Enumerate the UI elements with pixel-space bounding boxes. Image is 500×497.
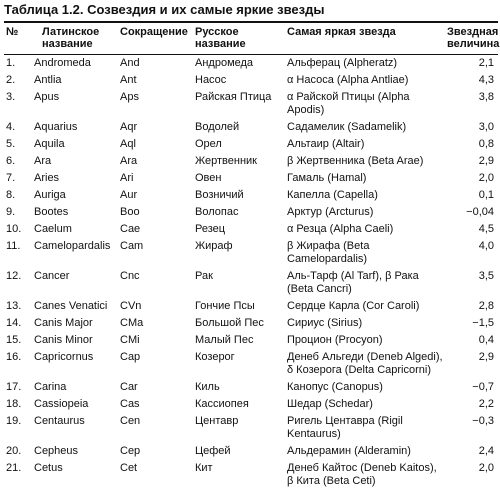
table-row <box>4 221 498 238</box>
table-row <box>4 460 498 490</box>
cell-number: 20. <box>6 445 22 457</box>
cell-brightest-star: Гамаль (Hamal) <box>287 172 367 184</box>
cell-number: 15. <box>6 334 22 346</box>
cell-magnitude: 4,0 <box>478 240 494 252</box>
cell-latin-name: Carina <box>34 381 67 393</box>
cell-abbreviation: CMi <box>120 334 140 346</box>
cell-number: 6. <box>6 155 16 167</box>
cell-brightest-star: Сириус (Sirius) <box>287 317 363 329</box>
cell-number: 21. <box>6 462 22 474</box>
cell-number: 1. <box>6 57 16 69</box>
cell-number: 8. <box>6 189 16 201</box>
cell-magnitude: 2,4 <box>478 445 494 457</box>
cell-russian-name: Кит <box>195 462 213 474</box>
header-russian-name <box>193 23 285 54</box>
cell-russian-name: Жираф <box>195 240 233 252</box>
cell-latin-name: Ara <box>34 155 52 167</box>
cell-brightest-star: Альдерамин (Alderamin) <box>287 445 411 457</box>
cell-magnitude: −1,5 <box>472 317 494 329</box>
cell-magnitude: 4,3 <box>478 74 494 86</box>
cell-latin-name: Andromeda <box>34 57 91 69</box>
cell-number: 12. <box>6 270 22 282</box>
cell-number: 3. <box>6 91 16 103</box>
cell-brightest-star: Садамелик (Sadamelik) <box>287 121 407 133</box>
cell-number: 14. <box>6 317 22 329</box>
cell-brightest-star: Процион (Procyon) <box>287 334 383 346</box>
cell-abbreviation: Ara <box>120 155 138 167</box>
header-brightest-star <box>285 23 445 54</box>
cell-magnitude: 0,1 <box>478 189 494 201</box>
cell-abbreviation: Car <box>120 381 138 393</box>
table-row <box>4 72 498 89</box>
cell-russian-name: Резец <box>195 223 226 235</box>
cell-number: 4. <box>6 121 16 133</box>
cell-brightest-star: Денеб Альгеди (Deneb Algedi), δ Козерога (Delta Capricorni) <box>287 351 443 376</box>
cell-brightest-star: Альферац (Alpheratz) <box>287 57 398 69</box>
cell-abbreviation: And <box>120 57 140 69</box>
table-row <box>4 136 498 153</box>
cell-latin-name: Cancer <box>34 270 70 282</box>
cell-magnitude: 2,0 <box>478 462 494 474</box>
cell-number: 18. <box>6 398 22 410</box>
cell-abbreviation: Cas <box>120 398 140 410</box>
cell-number: 17. <box>6 381 22 393</box>
cell-latin-name: Aries <box>34 172 60 184</box>
table-row <box>4 204 498 221</box>
cell-latin-name: Apus <box>34 91 60 103</box>
cell-abbreviation: Boo <box>120 206 140 218</box>
header-number <box>4 23 32 54</box>
cell-russian-name: Центавр <box>195 415 239 427</box>
cell-russian-name: Райская Птица <box>195 91 272 103</box>
table-row <box>4 396 498 413</box>
header-magnitude <box>445 23 498 54</box>
cell-brightest-star: Денеб Кайтос (Deneb Kaitos), β Кита (Beta Ceti) <box>287 462 437 487</box>
cell-russian-name: Возничий <box>195 189 244 201</box>
cell-abbreviation: CMa <box>120 317 144 329</box>
cell-russian-name: Волопас <box>195 206 239 218</box>
cell-brightest-star: β Жирафа (Beta Camelopardalis) <box>287 240 370 265</box>
table-row <box>4 238 498 268</box>
table-row <box>4 170 498 187</box>
header-latin-name <box>32 23 118 54</box>
header-abbreviation <box>118 23 193 54</box>
cell-abbreviation: Cep <box>120 445 141 457</box>
header-brightest-star-text: Самая яркая звезда <box>287 26 396 38</box>
table-row <box>4 349 498 379</box>
cell-brightest-star: Капелла (Capella) <box>287 189 378 201</box>
cell-magnitude: 2,8 <box>478 300 494 312</box>
header-magnitude-line2: величина <box>447 38 500 50</box>
constellations-table <box>4 23 498 490</box>
table-row <box>4 413 498 443</box>
cell-magnitude: 2,0 <box>478 172 494 184</box>
cell-number: 9. <box>6 206 16 218</box>
cell-magnitude: 2,1 <box>478 57 494 69</box>
table-row <box>4 119 498 136</box>
cell-latin-name: Capricornus <box>34 351 94 363</box>
cell-brightest-star: Арктур (Arcturus) <box>287 206 374 218</box>
cell-brightest-star: Альтаир (Altair) <box>287 138 365 150</box>
cell-brightest-star: Шедар (Schedar) <box>287 398 373 410</box>
cell-russian-name: Жертвенник <box>195 155 257 167</box>
header-abbreviation-text: Сокращение <box>120 26 188 38</box>
cell-latin-name: Aquila <box>34 138 65 150</box>
cell-number: 16. <box>6 351 22 363</box>
table-title: Таблица 1.2. Созвездия и их самые яркие звезды <box>4 2 325 17</box>
cell-abbreviation: Aql <box>120 138 136 150</box>
table-row <box>4 55 498 72</box>
cell-russian-name: Насос <box>195 74 227 86</box>
cell-abbreviation: Cet <box>120 462 138 474</box>
cell-russian-name: Орел <box>195 138 222 150</box>
table-row <box>4 153 498 170</box>
cell-abbreviation: Ant <box>120 74 137 86</box>
cell-number: 11. <box>6 240 21 252</box>
cell-latin-name: Auriga <box>34 189 66 201</box>
table-body <box>4 55 498 490</box>
cell-latin-name: Cepheus <box>34 445 79 457</box>
cell-russian-name: Гончие Псы <box>195 300 255 312</box>
cell-brightest-star: Сердце Карла (Cor Caroli) <box>287 300 420 312</box>
cell-brightest-star: Аль-Тарф (Al Tarf), β Рака (Beta Cancri) <box>287 270 419 295</box>
table-header <box>4 23 498 55</box>
cell-russian-name: Овен <box>195 172 222 184</box>
cell-magnitude: 0,8 <box>478 138 494 150</box>
cell-russian-name: Киль <box>195 381 220 393</box>
cell-number: 10. <box>6 223 22 235</box>
table-row <box>4 268 498 298</box>
cell-russian-name: Андромеда <box>195 57 254 69</box>
cell-brightest-star: Канопус (Canopus) <box>287 381 383 393</box>
cell-magnitude: 3,0 <box>478 121 494 133</box>
cell-abbreviation: Ari <box>120 172 134 184</box>
cell-latin-name: Canis Minor <box>34 334 93 346</box>
cell-russian-name: Цефей <box>195 445 231 457</box>
cell-latin-name: Canis Major <box>34 317 93 329</box>
table-row <box>4 332 498 349</box>
header-russian-line1: Русское <box>195 26 239 38</box>
cell-latin-name: Canes Venatici <box>34 300 108 312</box>
cell-abbreviation: Cam <box>120 240 144 252</box>
cell-magnitude: 0,4 <box>478 334 494 346</box>
cell-latin-name: Antlia <box>34 74 62 86</box>
cell-abbreviation: Cap <box>120 351 141 363</box>
cell-latin-name: Cassiopeia <box>34 398 89 410</box>
cell-russian-name: Козерог <box>195 351 235 363</box>
cell-latin-name: Centaurus <box>34 415 85 427</box>
table-row <box>4 443 498 460</box>
header-number-text: № <box>6 26 19 38</box>
cell-russian-name: Рак <box>195 270 213 282</box>
cell-abbreviation: Aur <box>120 189 138 201</box>
cell-magnitude: −0,3 <box>472 415 494 427</box>
header-latin-line2: название <box>42 38 93 50</box>
cell-brightest-star: α Насоса (Alpha Antliae) <box>287 74 409 86</box>
cell-number: 2. <box>6 74 16 86</box>
cell-magnitude: 2,9 <box>478 155 494 167</box>
cell-russian-name: Водолей <box>195 121 240 133</box>
cell-number: 19. <box>6 415 22 427</box>
cell-russian-name: Большой Пес <box>195 317 264 329</box>
cell-magnitude: 2,2 <box>478 398 494 410</box>
table-row <box>4 315 498 332</box>
cell-number: 7. <box>6 172 16 184</box>
cell-magnitude: −0,7 <box>472 381 494 393</box>
cell-russian-name: Кассиопея <box>195 398 249 410</box>
header-latin-line1: Латинское <box>42 26 100 38</box>
cell-abbreviation: Aqr <box>120 121 138 133</box>
cell-latin-name: Aquarius <box>34 121 78 133</box>
cell-magnitude: 4,5 <box>478 223 494 235</box>
cell-brightest-star: β Жертвенника (Beta Arae) <box>287 155 424 167</box>
header-magnitude-line1: Звездная <box>447 26 499 38</box>
table-row <box>4 298 498 315</box>
cell-magnitude: 2,9 <box>478 351 494 363</box>
cell-brightest-star: Ригель Центавра (Rigil Kentaurus) <box>287 415 403 440</box>
cell-latin-name: Cetus <box>34 462 63 474</box>
cell-brightest-star: α Резца (Alpha Caeli) <box>287 223 394 235</box>
table-row <box>4 379 498 396</box>
cell-abbreviation: Cen <box>120 415 141 427</box>
cell-magnitude: 3,8 <box>478 91 494 103</box>
cell-latin-name: Caelum <box>34 223 72 235</box>
cell-magnitude: −0,04 <box>466 206 494 218</box>
cell-brightest-star: α Райской Птицы (Alpha Apodis) <box>287 91 410 116</box>
cell-abbreviation: Aps <box>120 91 139 103</box>
cell-number: 5. <box>6 138 16 150</box>
cell-abbreviation: CVn <box>120 300 142 312</box>
cell-latin-name: Camelopardalis <box>34 240 111 252</box>
cell-abbreviation: Cae <box>120 223 141 235</box>
table-row <box>4 89 498 119</box>
header-row <box>4 23 498 54</box>
cell-abbreviation: Cnc <box>120 270 140 282</box>
cell-number: 13. <box>6 300 22 312</box>
table-row <box>4 187 498 204</box>
cell-magnitude: 3,5 <box>478 270 494 282</box>
cell-russian-name: Малый Пес <box>195 334 254 346</box>
header-russian-line2: название <box>195 38 246 50</box>
cell-latin-name: Bootes <box>34 206 69 218</box>
